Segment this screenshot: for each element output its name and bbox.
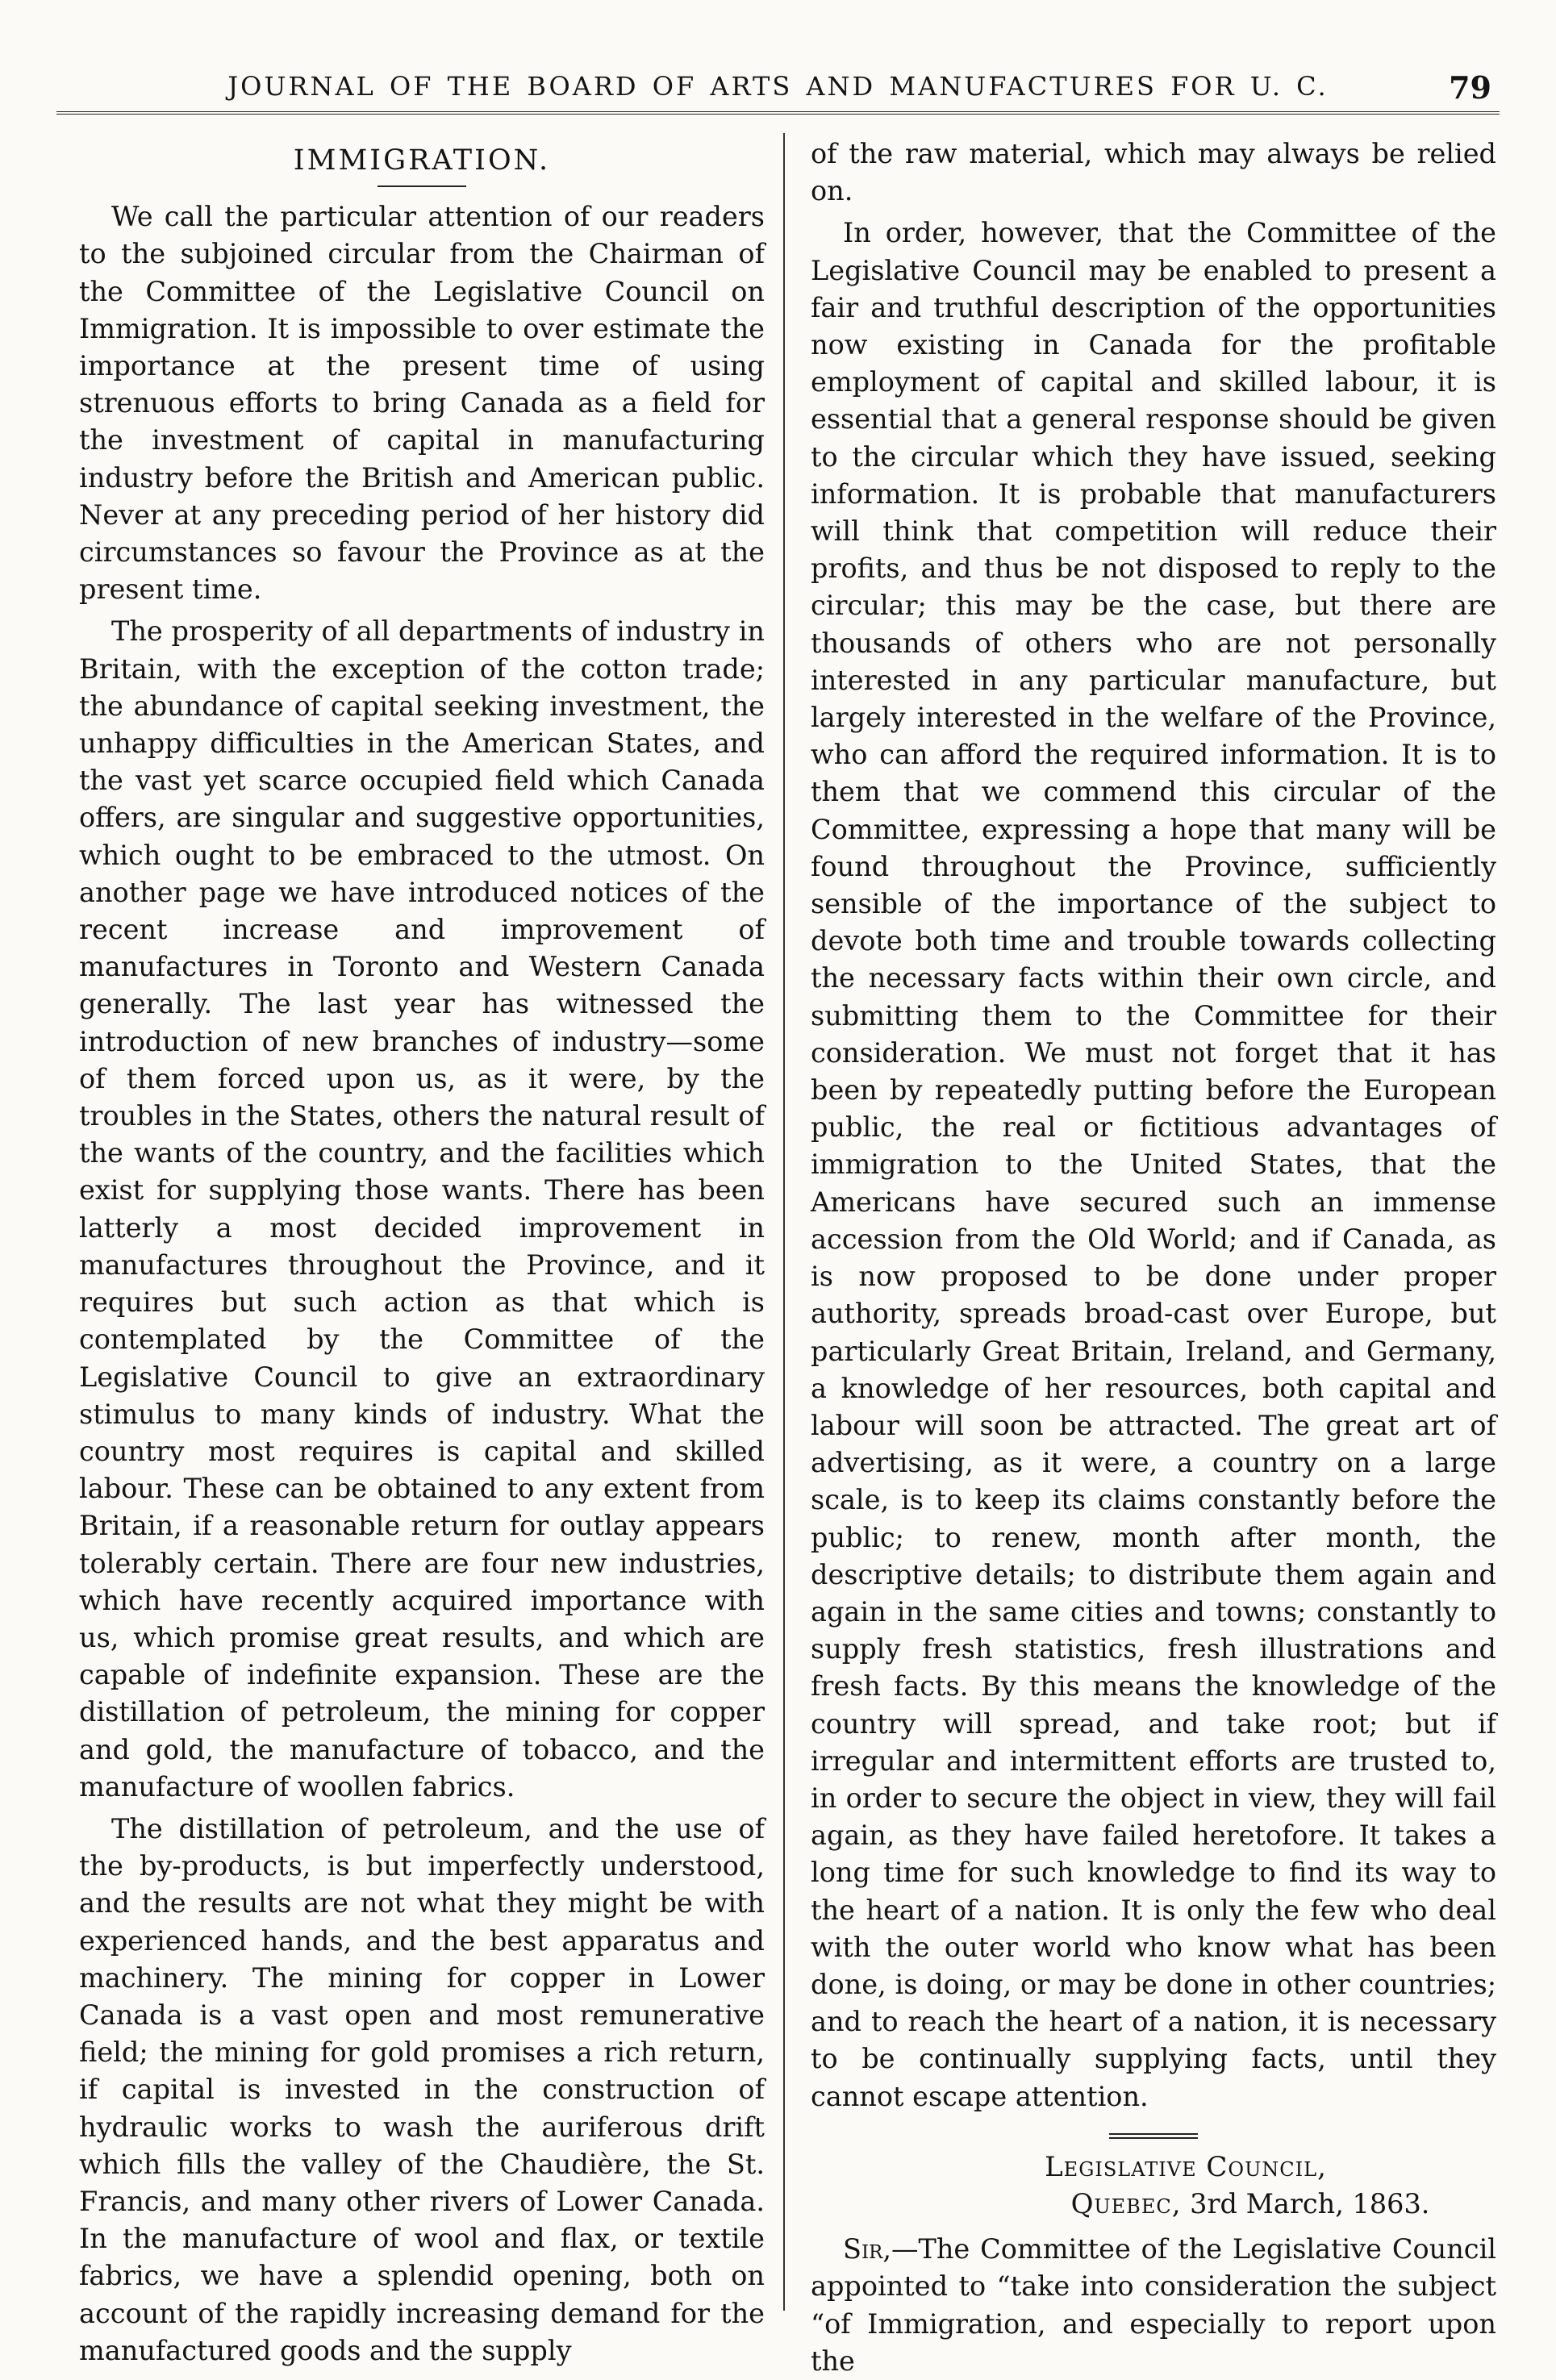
running-head <box>56 63 1500 115</box>
letter-rule <box>1109 2133 1198 2139</box>
paragraph: The prosperity of all departments of industry in Britain, with the exception of the cotton trade; the abundance of capital seeking investment, the unhappy difficulties in the American States, and the vast yet scarce occupied field which Canada offers, are singular and suggestive opportunities, which ought to be embraced to the utmost. On another page we have introduced notices of the recent increase and improvement of manufactures in Toronto and Western Canada generally. The last year has witnessed the introduction of new branches of industry—some of them forced upon us, as it were, by the troubles in the States, others the natural result of the wants of the country, and the facilities which exist for supplying those wants. There has been latterly a most decided improvement in manufactures throughout the Province, and it requires but such action as that which is contemplated by the Committee of the Legislative Council to give an extraordinary stimulus to many kinds of industry. What the country most requires is capital and skilled labour. These can be obtained to any extent from Britain, if a reasonable return for outlay appears tolerably certain. There are four new industries, which have recently acquired importance with us, which promise great results, and which are capable of indefinite expansion. These are the distillation of petroleum, the mining for copper and gold, the manufacture of tobacco, and the manufacture of woollen fabrics. <box>79 615 765 1803</box>
letter-place-text: Legislative Council, <box>1045 2150 1327 2183</box>
letter-opening <box>811 2231 1496 2380</box>
paragraph: In order, however, that the Committee of the Legislative Council may be enabled to present a fair and truthful description of the opportunities now existing in Canada for the profitable employment of capital and skilled labour, it is essential that a general response should be given to the circular which they have issued, seeking information. It is probable that manufacturers will think that competition will reduce their profits, and thus be not disposed to reply to the circular; this may be the case, but there are thousands of others who are not personally interested in any particular manufacture, but largely interested in the welfare of the Province, who can afford the required information. It is to them that we commend this circular of the Committee, expressing a hope that many will be found throughout the Province, sufficiently sensible of the importance of the subject to devote both time and trouble towards collecting the necessary facts within their own circle, and submitting them to the Committee for their consideration. We must not forget that it has been by repeatedly putting before the European public, the real or fictitious advantages of immigration to the United States, that the Americans have secured such an immense accession from the Old World; and if Canada, as is now proposed to be done under proper authority, spreads broad-cast over Europe, but particularly Great Britain, Ireland, and Germany, a knowledge of her resources, both capital and labour will soon be attracted. The great art of advertising, as it were, a country on a large scale, is to keep its claims constantly before the public; to renew, month after month, the descriptive details; to distribute them again and again in the same cities and towns; constantly to supply fresh statistics, fresh illustrations and fresh facts. By this means the knowledge of the country will spread, and take root; but if irregular and intermittent efforts are trusted to, in order to secure the object in view, they will fail again, as they have failed heretofore. It takes a long time for such knowledge to find its way to the heart of a nation. It is only the few who deal with the outer world who know what has been done, is doing, or may be done in other countries; and to reach the heart of a nation, it is necessary to be continually supplying facts, until they cannot escape attention. <box>811 217 1496 2112</box>
running-title: JOURNAL OF THE BOARD OF ARTS AND MANUFACTURES FOR U. C. <box>227 71 1329 102</box>
right-column <box>811 135 1496 2377</box>
letter-date-text: 3rd March, 1863. <box>1190 2187 1430 2220</box>
section-heading: IMMIGRATION. <box>293 144 551 177</box>
letter-place <box>811 2149 1496 2186</box>
column-divider <box>783 133 785 2311</box>
letter-city: Quebec, <box>1070 2187 1182 2220</box>
left-column <box>79 135 765 2366</box>
paragraph: We call the particular attention of our readers to the subjoined circular from the Chairman of the Committee of the Legislative Council on Immigration. It is impossible to over estimate the importance at the present time of using strenuous efforts to bring Canada as a field for the investment of capital in manufacturing industry before the British and American public. Never at any preceding period of her history did circumstances so favour the Province as at the present time. <box>79 201 765 606</box>
paragraph: The distillation of petroleum, and the use of the by-products, is but imperfectly understood, and the results are not what they might be with experienced hands, and the best apparatus and machinery. The mining for copper in Lower Canada is a vast open and most remunerative field; the mining for gold promises a rich return, if capital is invested in the construction of hydraulic works to wash the auriferous drift which fills the valley of the Chaudière, the St. Francis, and many other rivers of Lower Canada. In the manufacture of wool and flax, or textile fabrics, we have a splendid opening, both on account of the rapidly increasing demand for the manufactured goods and the supply <box>79 1812 765 2366</box>
letter-opening-text: —The Committee of the Legislative Council appointed to “take into consideration the subject “of Immigration, and especially to report upon the <box>811 2233 1496 2377</box>
heading-rule <box>378 185 466 187</box>
page-number: 79 <box>1449 69 1491 106</box>
letter-date <box>811 2186 1496 2223</box>
letter-salutation: Sir, <box>843 2233 892 2265</box>
continued-paragraph: of the raw material, which may always be relied on. <box>811 138 1496 207</box>
